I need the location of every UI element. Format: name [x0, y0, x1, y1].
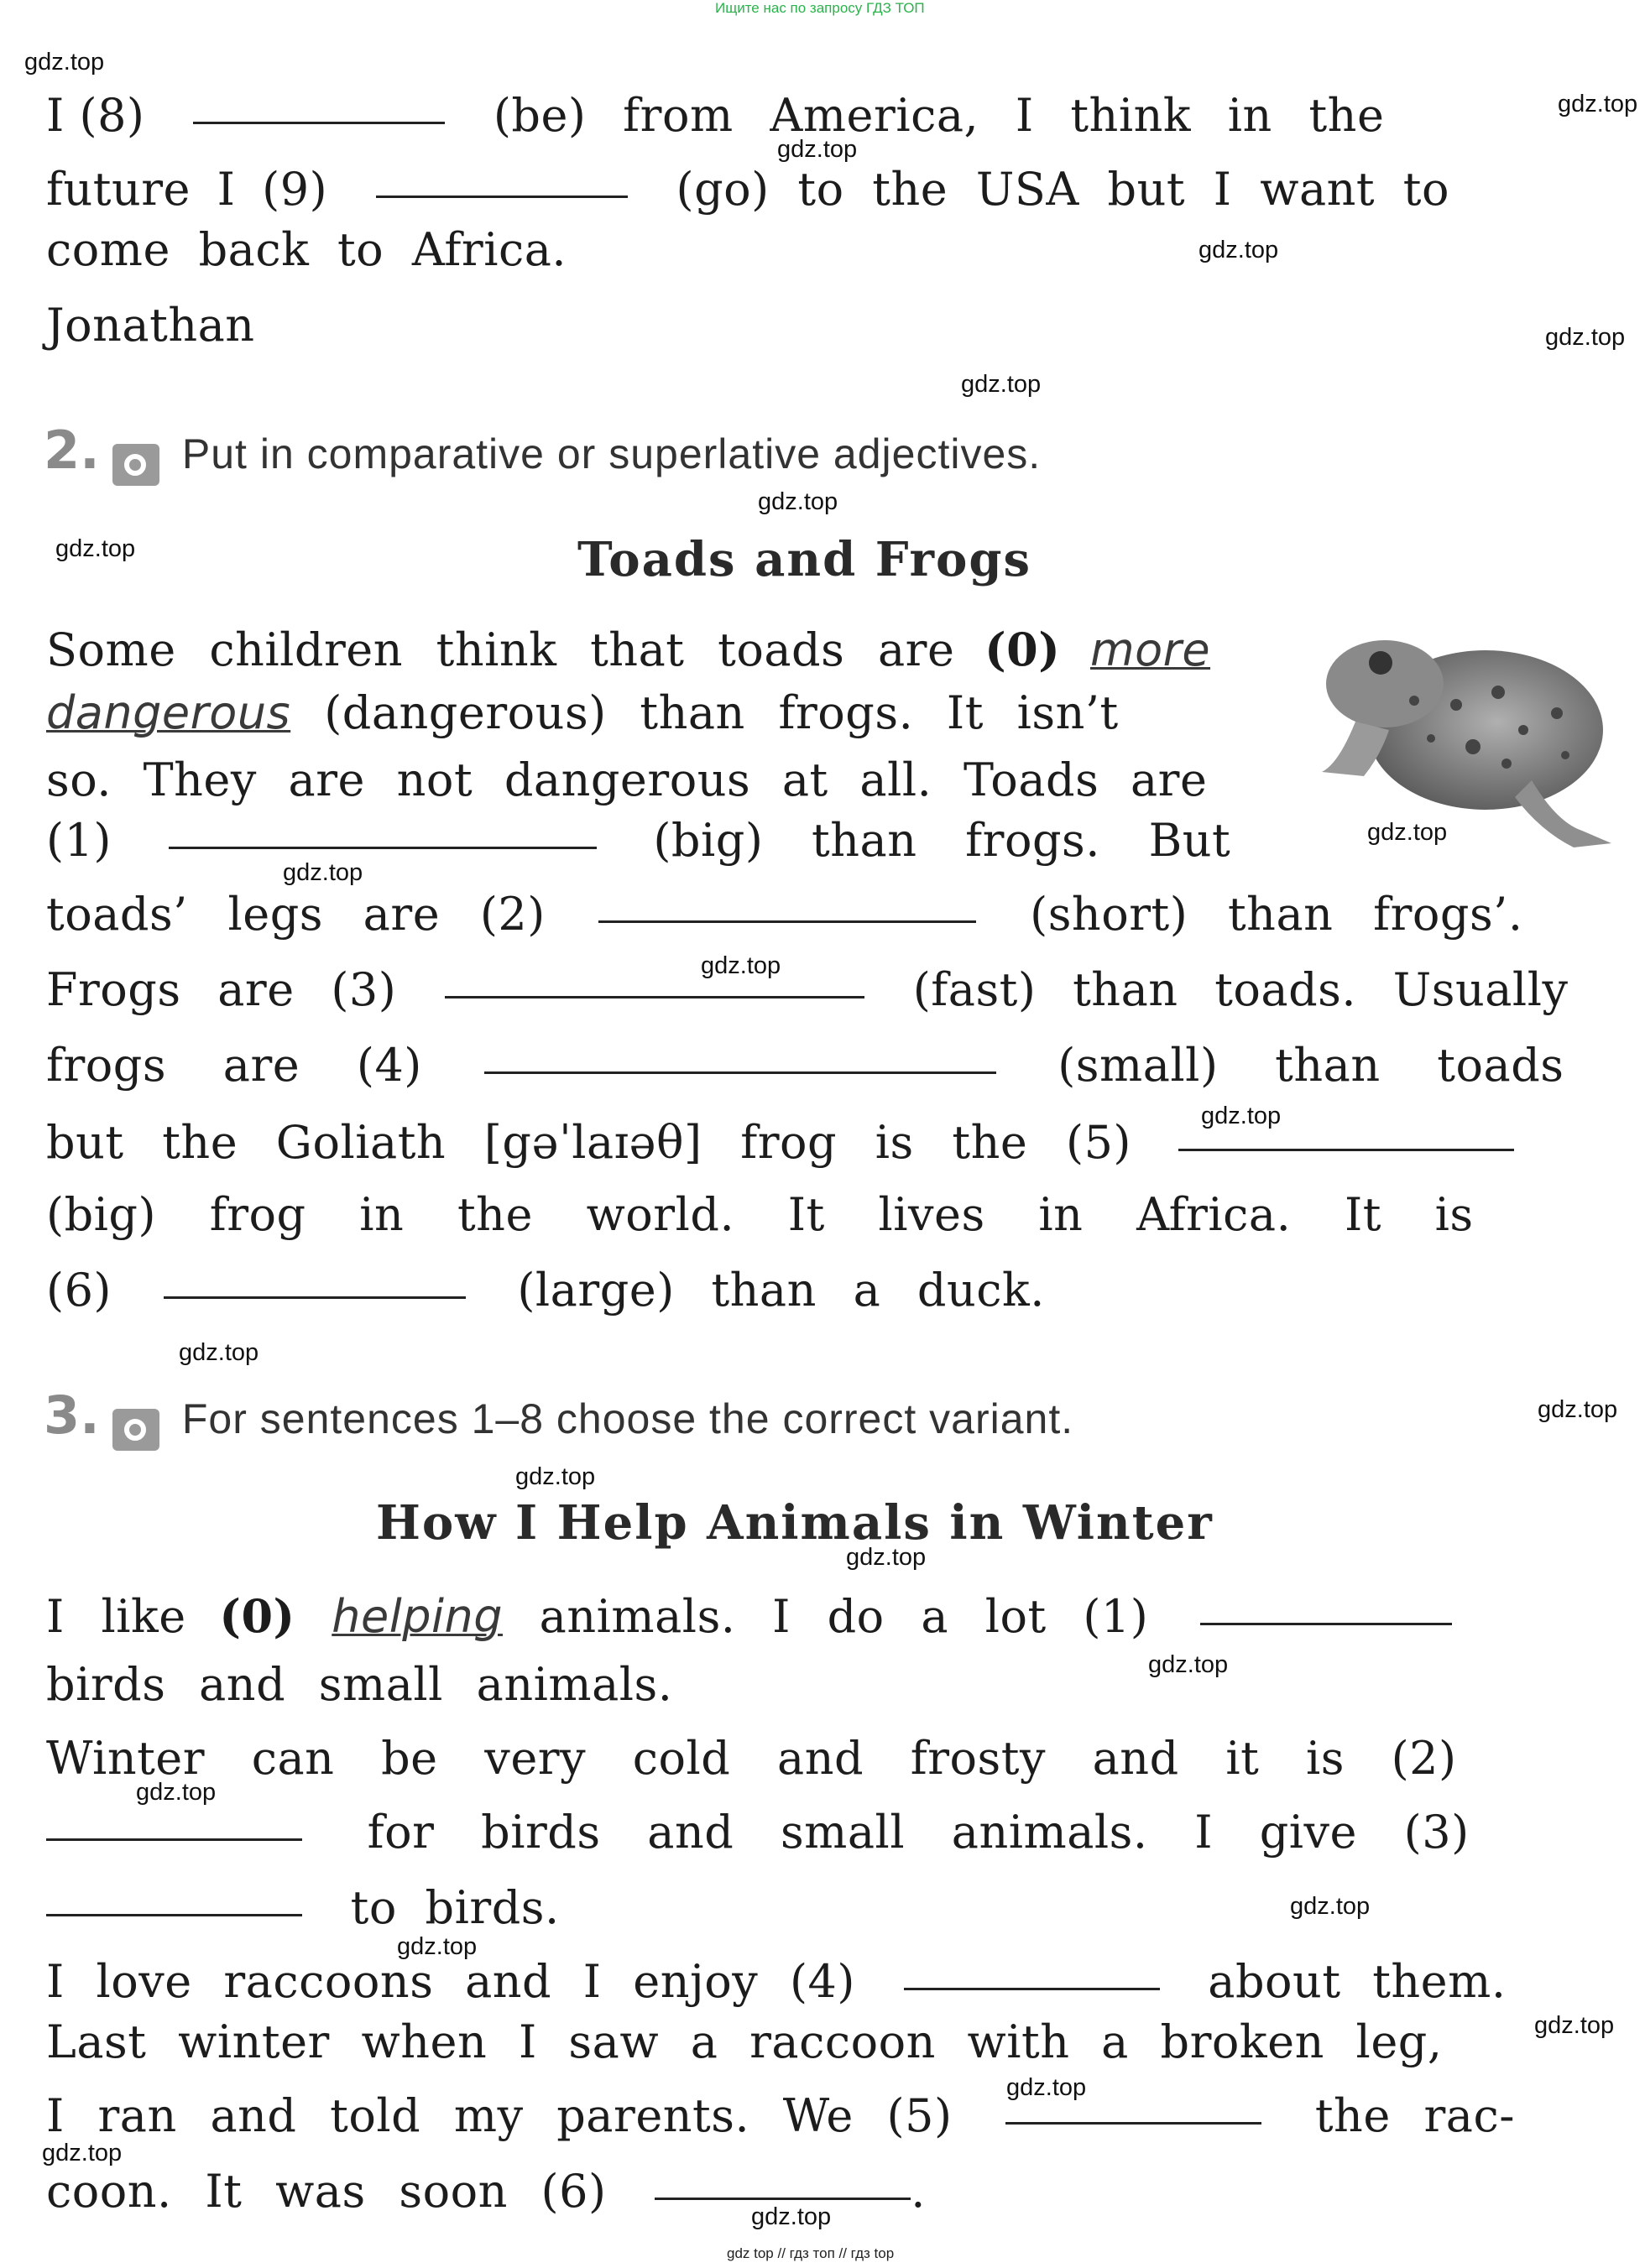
task-3-title: How I Help Animals in Winter: [376, 1495, 1214, 1551]
toads-line-8: but the Goliath [gəˈlaɪəθ] frog is the (5): [46, 1116, 1514, 1169]
blank-5[interactable]: [1178, 1149, 1514, 1151]
animals-line-9: coon. It was soon (6) .: [46, 2165, 926, 2218]
watermark: gdz.top: [1290, 1893, 1371, 1920]
animals-line-4: for birds and small animals. I give (3): [46, 1806, 1470, 1859]
watermark: gdz.top: [777, 136, 858, 163]
read-icon: [112, 444, 159, 486]
watermark: gdz.top: [136, 1779, 217, 1806]
letter-line-2: future I (9) (go) to the USA but I want to: [46, 163, 1450, 216]
example-answer: dangerous: [46, 686, 291, 739]
watermark: gdz.top: [42, 2140, 123, 2166]
toads-line-7: frogs are (4) (small) than toads: [46, 1039, 1564, 1092]
task-number: 3.: [44, 1384, 100, 1446]
task-number: 2.: [44, 420, 100, 481]
task-3-header: [44, 1384, 1073, 1451]
blank-6[interactable]: [655, 2198, 911, 2200]
animals-line-6: I love raccoons and I enjoy (4) about them.: [46, 1955, 1507, 2008]
toads-line-5: toads’ legs are (2) (short) than frogs’.: [46, 888, 1523, 941]
animals-line-2: birds and small animals.: [46, 1658, 673, 1711]
watermark: gdz.top: [1198, 237, 1279, 263]
read-icon: [112, 1409, 159, 1451]
watermark: gdz.top: [846, 1544, 927, 1571]
watermark: gdz.top: [283, 859, 363, 886]
toads-line-3: so. They are not dangerous at all. Toads are: [46, 753, 1208, 806]
task-instruction: For sentences 1–8 choose the correct variant.: [181, 1395, 1074, 1442]
blank-4[interactable]: [484, 1071, 996, 1074]
blank-9[interactable]: [376, 196, 628, 198]
footer: gdz top // гдз топ // гдз top: [727, 2245, 895, 2261]
example-answer: more: [1089, 623, 1211, 676]
toads-line-6: Frogs are (3) (fast) than toads. Usually: [46, 963, 1569, 1016]
blank-2[interactable]: [598, 920, 976, 923]
toads-line-4: (1) (big) than frogs. But: [46, 814, 1231, 867]
toad-icon: [1305, 604, 1624, 856]
blank-1[interactable]: [1200, 1623, 1452, 1625]
top-banner: Ищите нас по запросу ГДЗ ТОП: [715, 0, 925, 16]
toads-line-2: dangerous (dangerous) than frogs. It isn’t: [46, 686, 1119, 739]
toads-line-9: (big) frog in the world. It lives in Africa. It is: [46, 1188, 1474, 1241]
watermark: gdz.top: [751, 2203, 832, 2230]
watermark: gdz.top: [179, 1339, 259, 1366]
letter-line-1: I (8) (be) from America, I think in the: [46, 89, 1385, 142]
blank-3[interactable]: [46, 1914, 302, 1916]
watermark: gdz.top: [758, 488, 838, 515]
watermark: gdz.top: [1538, 1396, 1618, 1423]
animals-line-1: I like (0) helping animals. I do a lot (1): [46, 1589, 1452, 1643]
animals-line-3: Winter can be very cold and frosty and it is (2): [46, 1732, 1457, 1785]
task-2-header: [44, 420, 1041, 486]
watermark: gdz.top: [515, 1463, 596, 1490]
blank-3[interactable]: [445, 996, 864, 998]
watermark: gdz.top: [55, 535, 136, 562]
watermark: gdz.top: [24, 49, 105, 76]
animals-line-5: to birds.: [46, 1881, 560, 1934]
watermark: gdz.top: [1201, 1103, 1282, 1129]
example-answer: helping: [332, 1590, 503, 1643]
watermark: gdz.top: [1148, 1651, 1229, 1678]
blank-4[interactable]: [904, 1988, 1160, 1990]
toads-line-10: (6) (large) than a duck.: [46, 1264, 1045, 1316]
watermark: gdz.top: [1545, 324, 1626, 351]
toad-image: [1305, 604, 1624, 856]
task-2-title: Toads and Frogs: [577, 532, 1032, 587]
watermark: gdz.top: [1558, 91, 1638, 117]
watermark: gdz.top: [1006, 2074, 1087, 2101]
watermark: gdz.top: [961, 371, 1042, 398]
blank-2[interactable]: [46, 1838, 302, 1841]
letter-line-3: come back to Africa.: [46, 223, 567, 276]
blank-6[interactable]: [164, 1296, 466, 1299]
blank-8[interactable]: [193, 122, 445, 124]
task-instruction: Put in comparative or superlative adjectives.: [181, 430, 1042, 477]
letter-signature: Jonathan: [46, 299, 255, 352]
watermark: gdz.top: [1367, 819, 1448, 846]
animals-line-7: Last winter when I saw a raccoon with a broken leg,: [46, 2015, 1443, 2068]
watermark: gdz.top: [397, 1933, 478, 1960]
watermark: gdz.top: [701, 952, 781, 979]
watermark: gdz.top: [1534, 2012, 1615, 2039]
animals-line-8: I ran and told my parents. We (5) the rac-: [46, 2089, 1515, 2142]
blank-1[interactable]: [169, 847, 597, 849]
blank-5[interactable]: [1005, 2122, 1261, 2125]
toads-line-1: Some children think that toads are (0) more: [46, 623, 1211, 676]
